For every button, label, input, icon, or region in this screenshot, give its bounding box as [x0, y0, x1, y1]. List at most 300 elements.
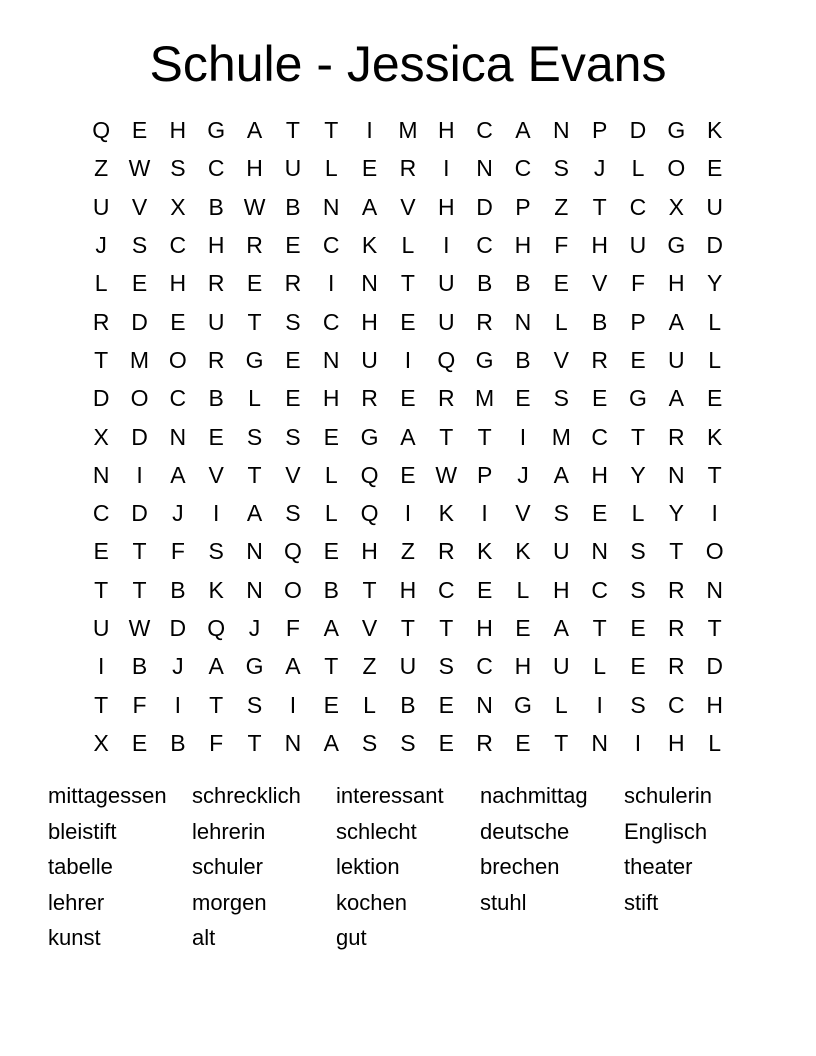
- grid-letter: N: [322, 193, 340, 220]
- grid-letter: R: [207, 346, 225, 373]
- grid-letter: N: [246, 576, 263, 603]
- grid-letter: L: [324, 500, 338, 527]
- grid-letter: T: [132, 576, 147, 603]
- grid-letter: T: [400, 615, 415, 641]
- grid-letter: N: [361, 270, 378, 297]
- grid-letter: B: [208, 385, 224, 412]
- grid-letter: R: [668, 615, 685, 641]
- grid-letter: B: [131, 653, 148, 680]
- grid-letter: T: [400, 270, 415, 297]
- grid-letter: I: [481, 500, 488, 527]
- word-bank-item: brechen: [480, 854, 560, 880]
- grid-letter: R: [476, 308, 493, 335]
- grid-letter: R: [476, 729, 493, 756]
- grid-letter: H: [322, 385, 340, 412]
- word-bank-item: schrecklich: [192, 783, 301, 808]
- grid-letter: I: [289, 691, 297, 718]
- grid-letter: H: [246, 155, 263, 182]
- grid-letter: V: [131, 193, 148, 220]
- grid-row: [82, 341, 734, 379]
- grid-letter: H: [437, 193, 455, 220]
- grid-letter: M: [551, 423, 571, 450]
- grid-row: [82, 724, 734, 762]
- grid-letter: D: [131, 423, 148, 450]
- grid-letter: I: [404, 346, 412, 373]
- word-bank-item: tabelle: [48, 854, 113, 880]
- grid-letter: L: [324, 461, 338, 488]
- grid-letter: L: [248, 385, 261, 412]
- grid-letter: E: [400, 461, 416, 488]
- grid-letter: B: [400, 691, 416, 718]
- grid-letter: L: [554, 691, 568, 718]
- grid-letter: T: [247, 729, 262, 756]
- grid-letter: C: [668, 691, 685, 718]
- word-bank-item: gut: [336, 925, 367, 951]
- grid-letter: T: [94, 576, 109, 603]
- grid-letter: L: [708, 346, 722, 373]
- grid-letter: R: [361, 385, 378, 412]
- grid-letter: D: [92, 385, 110, 412]
- grid-letter: S: [285, 423, 301, 450]
- grid-letter: R: [437, 538, 455, 565]
- grid-letter: A: [553, 461, 569, 488]
- grid-letter: I: [328, 270, 335, 297]
- grid-letter: V: [208, 461, 224, 488]
- grid-letter: S: [246, 423, 263, 450]
- grid-letter: G: [667, 117, 686, 144]
- grid-letter: R: [399, 155, 417, 182]
- grid-letter: C: [437, 576, 455, 603]
- grid-letter: E: [515, 615, 531, 641]
- grid-letter: E: [131, 117, 148, 144]
- grid-letter: I: [174, 691, 182, 718]
- grid-letter: S: [630, 576, 646, 603]
- grid-letter: K: [707, 117, 723, 144]
- grid-letter: T: [477, 423, 492, 450]
- grid-letter: U: [629, 232, 647, 259]
- grid-letter: W: [128, 615, 151, 641]
- grid-letter: T: [707, 461, 722, 488]
- grid-letter: Y: [668, 500, 684, 527]
- grid-letter: N: [668, 461, 685, 488]
- grid-letter: Z: [362, 653, 377, 680]
- word-bank-item: morgen: [192, 889, 267, 915]
- word-bank-item: schlecht: [336, 818, 417, 844]
- grid-letter: E: [131, 729, 148, 756]
- grid-letter: E: [591, 500, 608, 527]
- grid-letter: S: [630, 538, 646, 565]
- grid-letter: S: [630, 691, 646, 718]
- grid-letter: B: [323, 576, 339, 603]
- grid-letter: P: [476, 461, 493, 488]
- grid-letter: F: [630, 270, 646, 297]
- grid-letter: N: [591, 729, 608, 756]
- word-bank-item: mittagessen: [48, 783, 167, 808]
- grid-row: [82, 226, 734, 264]
- grid-letter: T: [554, 729, 569, 756]
- grid-letter: S: [246, 691, 263, 718]
- grid-letter: L: [708, 729, 722, 756]
- grid-letter: B: [476, 270, 493, 297]
- grid-letter: Z: [554, 193, 569, 220]
- grid-letter: L: [94, 270, 108, 297]
- grid-letter: R: [668, 653, 685, 680]
- grid-letter: E: [323, 691, 339, 718]
- grid-letter: B: [208, 193, 224, 220]
- grid-letter: O: [130, 385, 149, 412]
- grid-letter: A: [323, 729, 339, 756]
- grid-letter: E: [285, 232, 301, 259]
- grid-letter: R: [207, 270, 225, 297]
- grid-letter: J: [95, 232, 107, 259]
- grid-letter: Q: [283, 538, 302, 565]
- grid-letter: I: [213, 500, 220, 527]
- grid-letter: A: [361, 193, 378, 220]
- grid-letter: S: [438, 653, 454, 680]
- word-bank-item: schulerin: [624, 783, 713, 808]
- word-bank-item: lektion: [336, 854, 400, 880]
- grid-letter: V: [361, 615, 378, 641]
- grid-letter: Q: [437, 346, 456, 373]
- word-bank-item: nachmittag: [480, 783, 588, 808]
- grid-row: [82, 456, 734, 494]
- grid-letter: C: [169, 232, 187, 259]
- grid-letter: N: [514, 308, 532, 335]
- grid-letter: E: [170, 308, 186, 335]
- grid-letter: P: [515, 193, 531, 220]
- grid-letter: E: [707, 155, 723, 182]
- grid-letter: L: [708, 308, 722, 335]
- grid-letter: C: [92, 500, 110, 527]
- letter-grid: [82, 111, 734, 762]
- grid-letter: E: [630, 653, 646, 680]
- page-title: Schule - Jessica Evans: [149, 36, 667, 92]
- grid-letter: C: [207, 155, 225, 182]
- grid-letter: N: [591, 538, 608, 565]
- grid-letter: A: [515, 117, 531, 144]
- grid-letter: A: [553, 615, 569, 641]
- grid-letter: H: [706, 691, 723, 718]
- grid-letter: A: [170, 461, 186, 488]
- grid-letter: T: [362, 576, 377, 603]
- grid-letter: C: [514, 155, 532, 182]
- grid-letter: V: [591, 270, 608, 297]
- grid-letter: B: [591, 308, 608, 335]
- grid-letter: U: [284, 155, 302, 182]
- grid-letter: H: [591, 461, 608, 488]
- grid-letter: T: [94, 346, 109, 373]
- grid-letter: L: [554, 308, 568, 335]
- grid-letter: D: [131, 308, 148, 335]
- grid-letter: A: [246, 117, 263, 144]
- grid-letter: C: [322, 308, 340, 335]
- grid-letter: D: [476, 193, 493, 220]
- grid-letter: X: [93, 423, 109, 450]
- grid-letter: I: [97, 653, 105, 680]
- grid-letter: H: [668, 729, 685, 756]
- grid-letter: S: [361, 729, 378, 756]
- word-bank-item: deutsche: [480, 818, 570, 844]
- grid-letter: L: [516, 576, 530, 603]
- grid-letter: S: [285, 500, 301, 527]
- grid-letter: S: [400, 729, 416, 756]
- grid-letter: T: [669, 538, 684, 565]
- grid-row: [82, 571, 734, 609]
- grid-letter: N: [92, 461, 110, 488]
- grid-letter: W: [128, 155, 151, 182]
- grid-letter: N: [476, 155, 493, 182]
- grid-row: [82, 685, 734, 723]
- grid-letter: V: [400, 193, 416, 220]
- word-bank-item: lehrerin: [192, 818, 266, 844]
- word-bank-item: alt: [192, 925, 216, 951]
- grid-letter: M: [129, 346, 150, 373]
- grid-letter: E: [400, 385, 416, 412]
- grid-letter: H: [591, 232, 608, 259]
- grid-letter: H: [399, 576, 417, 603]
- grid-letter: B: [170, 576, 186, 603]
- grid-letter: Q: [360, 500, 379, 527]
- word-bank-item: Englisch: [624, 818, 708, 844]
- grid-letter: R: [246, 232, 263, 259]
- grid-letter: G: [629, 385, 647, 412]
- grid-letter: Q: [360, 461, 379, 488]
- grid-letter: Y: [630, 461, 646, 488]
- grid-letter: E: [476, 576, 493, 603]
- grid-letter: T: [247, 461, 262, 488]
- grid-letter: N: [706, 576, 723, 603]
- grid-letter: H: [514, 653, 532, 680]
- grid-letter: N: [322, 346, 340, 373]
- grid-letter: G: [207, 117, 226, 144]
- grid-letter: H: [552, 576, 570, 603]
- grid-letter: E: [591, 385, 608, 412]
- grid-letter: G: [667, 232, 686, 259]
- grid-letter: R: [668, 423, 685, 450]
- grid-letter: L: [363, 691, 376, 718]
- grid-letter: I: [711, 500, 718, 527]
- grid-letter: Q: [92, 117, 111, 144]
- grid-letter: C: [476, 232, 493, 259]
- grid-letter: G: [514, 691, 532, 718]
- grid-letter: P: [630, 308, 646, 335]
- grid-letter: E: [553, 270, 569, 297]
- grid-letter: D: [169, 615, 187, 641]
- grid-letter: G: [360, 423, 379, 450]
- grid-letter: C: [591, 576, 608, 603]
- grid-letter: T: [592, 193, 607, 220]
- grid-letter: G: [245, 653, 264, 680]
- grid-letter: S: [131, 232, 148, 259]
- grid-letter: T: [439, 615, 454, 641]
- grid-letter: A: [285, 653, 301, 680]
- grid-letter: H: [476, 615, 493, 641]
- grid-letter: V: [553, 346, 569, 373]
- grid-letter: J: [172, 500, 184, 527]
- grid-letter: H: [514, 232, 532, 259]
- grid-row: [82, 264, 734, 302]
- word-bank-item: stuhl: [480, 889, 527, 915]
- grid-letter: H: [668, 270, 685, 297]
- grid-letter: F: [285, 615, 300, 641]
- grid-row: [82, 379, 734, 417]
- grid-letter: T: [439, 423, 454, 450]
- grid-letter: E: [323, 538, 339, 565]
- grid-letter: I: [404, 500, 412, 527]
- grid-letter: X: [668, 193, 684, 220]
- grid-letter: Y: [707, 270, 723, 297]
- grid-letter: F: [209, 729, 224, 756]
- grid-letter: E: [515, 729, 531, 756]
- grid-row: [82, 494, 734, 532]
- grid-letter: A: [323, 615, 339, 641]
- grid-letter: B: [515, 270, 531, 297]
- grid-row: [82, 111, 734, 149]
- grid-letter: D: [629, 117, 647, 144]
- grid-letter: T: [94, 691, 109, 718]
- word-bank-item: theater: [624, 854, 693, 880]
- grid-letter: N: [246, 538, 263, 565]
- grid-letter: E: [438, 691, 454, 718]
- grid-letter: N: [552, 117, 570, 144]
- grid-letter: T: [707, 615, 722, 641]
- grid-letter: S: [553, 385, 569, 412]
- grid-letter: E: [131, 270, 148, 297]
- grid-letter: I: [634, 729, 642, 756]
- grid-letter: U: [706, 193, 723, 220]
- grid-letter: A: [400, 423, 416, 450]
- grid-letter: H: [169, 270, 187, 297]
- word-bank-item: kunst: [48, 925, 101, 951]
- grid-letter: H: [169, 117, 187, 144]
- word-bank-item: bleistift: [48, 818, 117, 844]
- grid-letter: E: [438, 729, 454, 756]
- grid-letter: P: [591, 117, 608, 144]
- grid-letter: K: [361, 232, 378, 259]
- grid-letter: W: [243, 193, 266, 220]
- grid-letter: T: [324, 653, 339, 680]
- grid-letter: L: [631, 155, 645, 182]
- grid-row: [82, 417, 734, 455]
- grid-letter: V: [515, 500, 531, 527]
- grid-letter: A: [668, 308, 684, 335]
- grid-letter: T: [285, 117, 300, 144]
- grid-letter: T: [209, 691, 224, 718]
- grid-letter: T: [324, 117, 339, 144]
- grid-letter: H: [437, 117, 455, 144]
- grid-letter: D: [706, 232, 723, 259]
- grid-letter: H: [207, 232, 225, 259]
- grid-letter: W: [435, 461, 458, 488]
- grid-row: [82, 647, 734, 685]
- grid-letter: R: [437, 385, 455, 412]
- grid-letter: L: [631, 500, 645, 527]
- grid-letter: N: [169, 423, 187, 450]
- grid-letter: E: [208, 423, 224, 450]
- grid-letter: E: [323, 423, 339, 450]
- grid-letter: H: [361, 538, 378, 565]
- grid-row: [82, 609, 734, 647]
- grid-letter: J: [248, 615, 261, 641]
- grid-letter: F: [132, 691, 147, 718]
- grid-letter: C: [591, 423, 608, 450]
- grid-letter: K: [515, 538, 531, 565]
- grid-letter: E: [361, 155, 378, 182]
- grid-letter: S: [553, 155, 569, 182]
- grid-letter: C: [476, 117, 493, 144]
- grid-letter: U: [552, 653, 570, 680]
- grid-letter: E: [400, 308, 416, 335]
- grid-letter: I: [443, 232, 450, 259]
- grid-letter: H: [361, 308, 378, 335]
- grid-letter: V: [285, 461, 301, 488]
- grid-letter: K: [208, 576, 224, 603]
- grid-letter: U: [437, 270, 455, 297]
- grid-letter: L: [593, 653, 607, 680]
- grid-letter: L: [401, 232, 415, 259]
- grid-letter: U: [552, 538, 570, 565]
- grid-letter: C: [322, 232, 340, 259]
- grid-letter: C: [169, 385, 187, 412]
- grid-letter: E: [285, 385, 301, 412]
- grid-letter: D: [706, 653, 723, 680]
- grid-letter: R: [668, 576, 685, 603]
- grid-letter: U: [92, 615, 110, 641]
- grid-row: [82, 188, 734, 226]
- grid-letter: E: [515, 385, 531, 412]
- grid-letter: B: [515, 346, 531, 373]
- grid-letter: X: [170, 193, 186, 220]
- grid-letter: R: [92, 308, 110, 335]
- grid-letter: O: [667, 155, 686, 182]
- grid-row: [82, 532, 734, 570]
- grid-letter: O: [168, 346, 187, 373]
- grid-letter: T: [132, 538, 147, 565]
- grid-letter: S: [170, 155, 186, 182]
- grid-letter: U: [668, 346, 685, 373]
- grid-letter: U: [399, 653, 417, 680]
- grid-letter: B: [285, 193, 301, 220]
- grid-letter: A: [246, 500, 263, 527]
- grid-letter: I: [519, 423, 527, 450]
- grid-letter: J: [517, 461, 529, 488]
- grid-letter: D: [131, 500, 148, 527]
- word-bank-item: schuler: [192, 854, 263, 880]
- grid-row: [82, 149, 734, 187]
- grid-letter: Q: [207, 615, 226, 641]
- grid-letter: G: [475, 346, 494, 373]
- grid-letter: X: [93, 729, 109, 756]
- grid-letter: L: [324, 155, 338, 182]
- grid-letter: Z: [400, 538, 415, 565]
- grid-letter: S: [553, 500, 569, 527]
- grid-letter: A: [208, 653, 224, 680]
- word-bank-item: interessant: [336, 783, 444, 808]
- grid-letter: B: [170, 729, 186, 756]
- grid-letter: T: [592, 615, 607, 641]
- grid-letter: E: [707, 385, 723, 412]
- grid-letter: U: [92, 193, 110, 220]
- grid-letter: K: [438, 500, 454, 527]
- grid-letter: R: [591, 346, 608, 373]
- grid-letter: E: [630, 615, 646, 641]
- grid-letter: C: [476, 653, 493, 680]
- grid-letter: E: [246, 270, 263, 297]
- grid-letter: F: [554, 232, 569, 259]
- grid-letter: M: [475, 385, 495, 412]
- word-bank: [48, 778, 768, 956]
- grid-letter: E: [285, 346, 301, 373]
